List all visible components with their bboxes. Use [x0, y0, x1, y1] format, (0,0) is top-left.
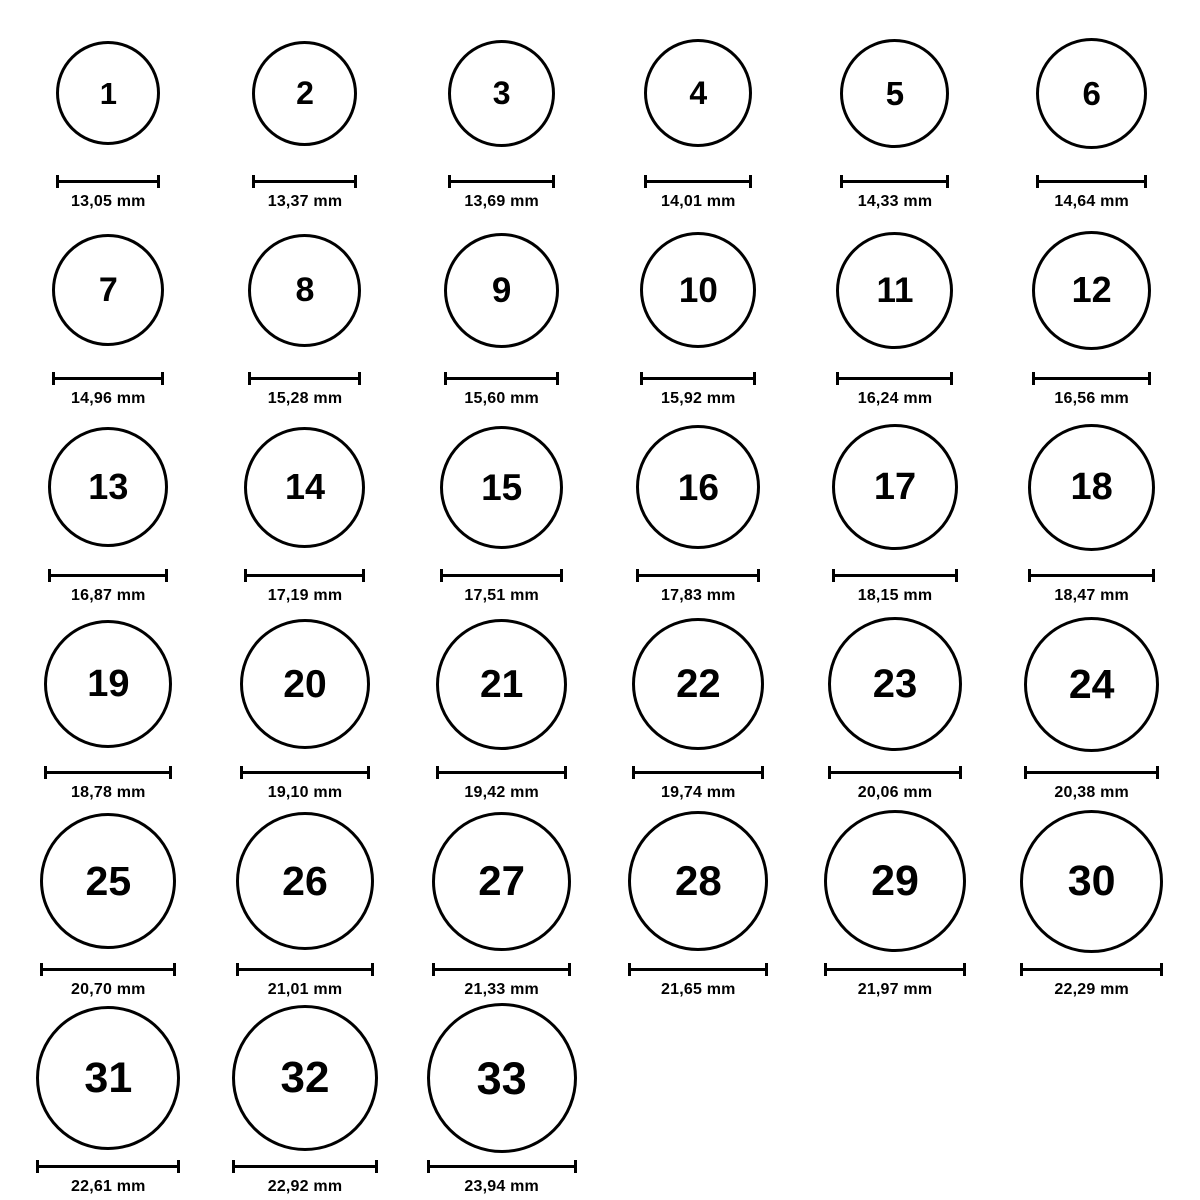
ring-size-number: 11 [876, 270, 914, 310]
ring-circle [1036, 38, 1147, 149]
measure-line [636, 574, 760, 577]
measure-cap-right [157, 175, 160, 188]
measure-cap-right [963, 963, 966, 976]
ring-size-number: 31 [84, 1053, 133, 1102]
diameter-measure-bar [40, 963, 176, 975]
measure-cap-right [959, 766, 962, 779]
measure-cap-left [828, 766, 831, 779]
ring-size-number: 18 [1070, 466, 1113, 508]
measure-cap-left [240, 766, 243, 779]
diameter-measure-bar [48, 569, 168, 581]
ring-size-number: 22 [676, 662, 721, 706]
ring-circle [248, 234, 361, 347]
ring-circle-wrap [993, 215, 1190, 365]
diameter-label: 14,33 mm [857, 193, 933, 210]
measure-cap-left [1024, 766, 1027, 779]
diameter-label: 17,83 mm [661, 587, 736, 604]
measure-line [244, 574, 365, 577]
ring-circle [832, 424, 958, 550]
ring-size-number: 32 [280, 1053, 330, 1102]
ring-circle [240, 619, 370, 749]
measure-cap-right [177, 1160, 180, 1173]
ring-size-cell [403, 412, 600, 609]
ring-size-cell [10, 18, 207, 215]
measure-line [1028, 574, 1155, 577]
ring-circle [840, 39, 949, 148]
ring-circle [1032, 231, 1151, 350]
ring-size-cell [993, 412, 1190, 609]
ring-circle [644, 39, 752, 147]
measure-cap-right [560, 569, 563, 582]
ring-circle-wrap [600, 18, 797, 168]
ring-size-number: 17 [873, 466, 917, 508]
ring-size-cell [600, 215, 797, 412]
diameter-measure-bar [1020, 963, 1163, 975]
diameter-measure-bar [427, 1160, 577, 1172]
diameter-measure-bar [824, 963, 966, 975]
diameter-label: 13,05 mm [71, 193, 146, 210]
diameter-measure-bar [1036, 175, 1147, 187]
ring-size-cell [797, 609, 994, 806]
measure-cap-right [1144, 175, 1147, 188]
measure-cap-right [950, 372, 953, 385]
measure-cap-right [749, 175, 752, 188]
measure-cap-left [248, 372, 251, 385]
diameter-label: 18,47 mm [1054, 587, 1129, 604]
measure-cap-left [1032, 372, 1035, 385]
ring-circle-wrap [993, 18, 1190, 168]
ring-size-number: 33 [476, 1052, 527, 1104]
diameter-measure-bar [252, 175, 357, 187]
ring-circle-wrap [207, 18, 404, 168]
ring-size-cell [10, 215, 207, 412]
diameter-label: 19,42 mm [464, 784, 539, 801]
diameter-measure-bar [644, 175, 752, 187]
ring-size-number: 7 [98, 271, 118, 309]
ring-circle [432, 812, 571, 951]
measure-cap-right [1152, 569, 1155, 582]
ring-size-cell [403, 609, 600, 806]
ring-size-cell [403, 18, 600, 215]
measure-cap-right [564, 766, 567, 779]
measure-line [632, 771, 764, 774]
measure-cap-left [244, 569, 247, 582]
ring-size-cell [993, 609, 1190, 806]
ring-circle [632, 618, 764, 750]
diameter-label: 19,74 mm [661, 784, 736, 801]
ring-circle-wrap [403, 806, 600, 956]
diameter-measure-bar [448, 175, 555, 187]
ring-size-cell [403, 806, 600, 1003]
ring-size-cell [207, 18, 404, 215]
ring-circle-wrap [207, 609, 404, 759]
measure-cap-left [824, 963, 827, 976]
measure-line [1024, 771, 1159, 774]
ring-size-grid [10, 18, 1190, 1200]
diameter-label: 21,97 mm [857, 981, 933, 998]
measure-cap-left [440, 569, 443, 582]
measure-cap-left [232, 1160, 235, 1173]
ring-circle [448, 40, 555, 147]
measure-cap-right [753, 372, 756, 385]
ring-size-number: 5 [885, 74, 905, 112]
measure-cap-right [375, 1160, 378, 1173]
ring-circle-wrap [993, 609, 1190, 759]
ring-circle-wrap [10, 806, 207, 956]
diameter-label: 14,01 mm [661, 193, 736, 210]
ring-circle-wrap [10, 412, 207, 562]
ring-circle [824, 810, 966, 952]
measure-line [40, 968, 176, 971]
diameter-measure-bar [1032, 372, 1151, 384]
measure-cap-left [836, 372, 839, 385]
measure-cap-right [1148, 372, 1151, 385]
diameter-label: 23,94 mm [464, 1178, 539, 1195]
ring-circle [828, 617, 962, 751]
measure-cap-left [40, 963, 43, 976]
diameter-measure-bar [836, 372, 953, 384]
measure-line [232, 1165, 378, 1168]
ring-circle-wrap [797, 215, 994, 365]
ring-circle [44, 620, 172, 748]
ring-circle-wrap [10, 609, 207, 759]
ring-circle-wrap [10, 1003, 207, 1153]
diameter-measure-bar [636, 569, 760, 581]
measure-line [448, 180, 555, 183]
ring-size-cell [207, 1003, 404, 1200]
ring-size-cell [10, 806, 207, 1003]
ring-size-cell [207, 215, 404, 412]
ring-size-cell [600, 609, 797, 806]
ring-size-number: 23 [872, 662, 918, 706]
measure-cap-right [552, 175, 555, 188]
ring-size-number: 15 [481, 466, 523, 508]
measure-cap-left [1028, 569, 1031, 582]
measure-cap-left [628, 963, 631, 976]
measure-line [36, 1165, 180, 1168]
measure-cap-left [1036, 175, 1039, 188]
ring-size-cell [10, 609, 207, 806]
diameter-label: 15,92 mm [661, 390, 736, 407]
ring-circle [436, 619, 567, 750]
measure-cap-left [432, 963, 435, 976]
diameter-measure-bar [244, 569, 365, 581]
ring-circle-wrap [993, 806, 1190, 956]
ring-size-number: 3 [492, 75, 511, 111]
diameter-label: 22,92 mm [267, 1178, 343, 1195]
measure-cap-left [252, 175, 255, 188]
measure-cap-right [556, 372, 559, 385]
diameter-measure-bar [436, 766, 567, 778]
measure-line [236, 968, 374, 971]
ring-size-number: 27 [478, 857, 526, 904]
measure-cap-right [946, 175, 949, 188]
ring-size-number: 8 [295, 271, 315, 309]
ring-size-number: 30 [1067, 856, 1116, 905]
ring-circle [40, 813, 176, 949]
measure-line [828, 771, 962, 774]
ring-size-cell [797, 806, 994, 1003]
measure-cap-left [640, 372, 643, 385]
ring-size-number: 16 [677, 466, 719, 508]
measure-line [444, 377, 559, 380]
ring-size-cell [993, 18, 1190, 215]
ring-circle [56, 41, 160, 145]
ring-size-number: 9 [491, 270, 512, 310]
measure-cap-right [1156, 766, 1159, 779]
ring-size-cell [207, 412, 404, 609]
diameter-measure-bar [236, 963, 374, 975]
ring-circle-wrap [403, 215, 600, 365]
diameter-measure-bar [832, 569, 958, 581]
measure-cap-left [840, 175, 843, 188]
measure-line [427, 1165, 577, 1168]
diameter-label: 16,56 mm [1054, 390, 1129, 407]
diameter-label: 14,64 mm [1054, 193, 1129, 210]
ring-size-number: 1 [99, 75, 117, 111]
ring-size-cell [207, 609, 404, 806]
diameter-label: 17,51 mm [464, 587, 539, 604]
ring-circle [1024, 617, 1159, 752]
measure-cap-left [632, 766, 635, 779]
measure-line [48, 574, 168, 577]
measure-cap-right [165, 569, 168, 582]
measure-line [44, 771, 172, 774]
ring-size-number: 28 [674, 857, 722, 904]
ring-circle-wrap [207, 1003, 404, 1153]
measure-cap-left [236, 963, 239, 976]
ring-size-number: 21 [479, 662, 524, 706]
ring-size-number: 12 [1071, 269, 1112, 310]
ring-size-number: 24 [1068, 660, 1115, 707]
ring-circle-wrap [797, 609, 994, 759]
measure-line [840, 180, 949, 183]
measure-cap-left [36, 1160, 39, 1173]
ring-circle-wrap [797, 806, 994, 956]
diameter-label: 19,10 mm [267, 784, 343, 801]
diameter-label: 14,96 mm [71, 390, 146, 407]
diameter-label: 13,37 mm [267, 193, 343, 210]
measure-cap-left [48, 569, 51, 582]
ring-size-number: 26 [282, 857, 328, 904]
ring-size-number: 6 [1082, 74, 1101, 112]
ring-circle-wrap [797, 412, 994, 562]
ring-circle-wrap [600, 609, 797, 759]
measure-line [252, 180, 357, 183]
measure-line [628, 968, 768, 971]
ring-size-cell [10, 1003, 207, 1200]
measure-cap-left [56, 175, 59, 188]
diameter-measure-bar [36, 1160, 180, 1172]
diameter-label: 21,01 mm [267, 981, 343, 998]
measure-cap-right [1160, 963, 1163, 976]
measure-line [240, 771, 370, 774]
ring-size-number: 29 [871, 856, 919, 905]
ring-circle-wrap [403, 609, 600, 759]
diameter-label: 15,28 mm [267, 390, 343, 407]
measure-cap-right [169, 766, 172, 779]
ring-size-cell [600, 806, 797, 1003]
measure-line [440, 574, 563, 577]
ring-circle-wrap [600, 215, 797, 365]
diameter-label: 20,38 mm [1054, 784, 1129, 801]
diameter-label: 22,61 mm [71, 1178, 146, 1195]
measure-cap-right [358, 372, 361, 385]
ring-size-number: 2 [296, 75, 314, 111]
measure-cap-right [757, 569, 760, 582]
measure-cap-right [765, 963, 768, 976]
diameter-measure-bar [628, 963, 768, 975]
ring-circle-wrap [600, 806, 797, 956]
ring-size-number: 4 [689, 75, 708, 111]
ring-circle [232, 1005, 378, 1151]
measure-line [644, 180, 752, 183]
diameter-label: 21,33 mm [464, 981, 539, 998]
measure-line [832, 574, 958, 577]
ring-circle [1020, 810, 1163, 953]
measure-cap-right [761, 766, 764, 779]
ring-size-cell [10, 412, 207, 609]
diameter-measure-bar [232, 1160, 378, 1172]
ring-circle [628, 811, 768, 951]
ring-circle [48, 427, 168, 547]
ring-size-number: 14 [284, 466, 325, 507]
measure-line [836, 377, 953, 380]
diameter-measure-bar [444, 372, 559, 384]
diameter-label: 16,24 mm [857, 390, 933, 407]
diameter-measure-bar [44, 766, 172, 778]
measure-cap-right [173, 963, 176, 976]
measure-cap-left [44, 766, 47, 779]
ring-circle [52, 234, 164, 346]
ring-circle-wrap [10, 18, 207, 168]
diameter-label: 16,87 mm [71, 587, 146, 604]
ring-circle-wrap [207, 412, 404, 562]
diameter-measure-bar [840, 175, 949, 187]
ring-circle [427, 1003, 577, 1153]
diameter-label: 13,69 mm [464, 193, 539, 210]
diameter-label: 21,65 mm [661, 981, 736, 998]
ring-circle-wrap [993, 412, 1190, 562]
ring-size-number: 25 [85, 857, 132, 904]
measure-cap-right [362, 569, 365, 582]
measure-line [432, 968, 571, 971]
diameter-measure-bar [52, 372, 164, 384]
diameter-measure-bar [640, 372, 756, 384]
diameter-measure-bar [56, 175, 160, 187]
measure-line [824, 968, 966, 971]
ring-circle-wrap [10, 215, 207, 365]
diameter-measure-bar [432, 963, 571, 975]
measure-cap-left [52, 372, 55, 385]
diameter-label: 18,78 mm [71, 784, 146, 801]
measure-cap-right [371, 963, 374, 976]
ring-size-cell [993, 806, 1190, 1003]
measure-line [436, 771, 567, 774]
ring-circle [236, 812, 374, 950]
ring-circle-wrap [403, 412, 600, 562]
ring-circle [36, 1006, 180, 1150]
ring-circle-wrap [403, 18, 600, 168]
measure-cap-left [427, 1160, 430, 1173]
diameter-measure-bar [440, 569, 563, 581]
measure-cap-right [354, 175, 357, 188]
measure-line [1036, 180, 1147, 183]
diameter-measure-bar [240, 766, 370, 778]
ring-circle [636, 425, 760, 549]
measure-cap-left [444, 372, 447, 385]
ring-circle-wrap [207, 806, 404, 956]
diameter-label: 17,19 mm [267, 587, 343, 604]
measure-line [1032, 377, 1151, 380]
measure-line [56, 180, 160, 183]
measure-line [52, 377, 164, 380]
ring-size-cell [207, 806, 404, 1003]
diameter-label: 20,06 mm [857, 784, 933, 801]
diameter-measure-bar [1024, 766, 1159, 778]
diameter-label: 18,15 mm [857, 587, 933, 604]
measure-cap-left [832, 569, 835, 582]
measure-cap-left [448, 175, 451, 188]
measure-cap-left [1020, 963, 1023, 976]
ring-circle-wrap [797, 18, 994, 168]
ring-size-number: 19 [87, 663, 130, 705]
diameter-label: 20,70 mm [71, 981, 146, 998]
ring-size-number: 20 [283, 662, 327, 706]
ring-size-cell [403, 215, 600, 412]
ring-size-cell [797, 215, 994, 412]
measure-cap-right [955, 569, 958, 582]
measure-cap-right [367, 766, 370, 779]
ring-circle-wrap [403, 1003, 600, 1153]
measure-cap-right [568, 963, 571, 976]
ring-size-number: 13 [88, 466, 129, 507]
measure-line [640, 377, 756, 380]
measure-line [1020, 968, 1163, 971]
ring-size-cell [600, 412, 797, 609]
ring-size-number: 10 [678, 270, 718, 310]
ring-circle [440, 426, 563, 549]
ring-circle-wrap [600, 412, 797, 562]
diameter-label: 15,60 mm [464, 390, 539, 407]
ring-size-cell [797, 412, 994, 609]
diameter-measure-bar [632, 766, 764, 778]
measure-cap-left [436, 766, 439, 779]
diameter-measure-bar [828, 766, 962, 778]
measure-cap-right [161, 372, 164, 385]
diameter-measure-bar [1028, 569, 1155, 581]
ring-circle [640, 232, 756, 348]
ring-size-cell [600, 18, 797, 215]
ring-circle [836, 232, 953, 349]
diameter-measure-bar [248, 372, 361, 384]
ring-size-cell [797, 18, 994, 215]
measure-cap-left [636, 569, 639, 582]
ring-circle-wrap [207, 215, 404, 365]
measure-cap-left [644, 175, 647, 188]
measure-cap-right [574, 1160, 577, 1173]
diameter-label: 22,29 mm [1054, 981, 1129, 998]
ring-circle [252, 41, 357, 146]
ring-circle [444, 233, 559, 348]
measure-line [248, 377, 361, 380]
ring-circle [1028, 424, 1155, 551]
ring-size-cell [993, 215, 1190, 412]
ring-circle [244, 427, 365, 548]
ring-size-cell [403, 1003, 600, 1200]
